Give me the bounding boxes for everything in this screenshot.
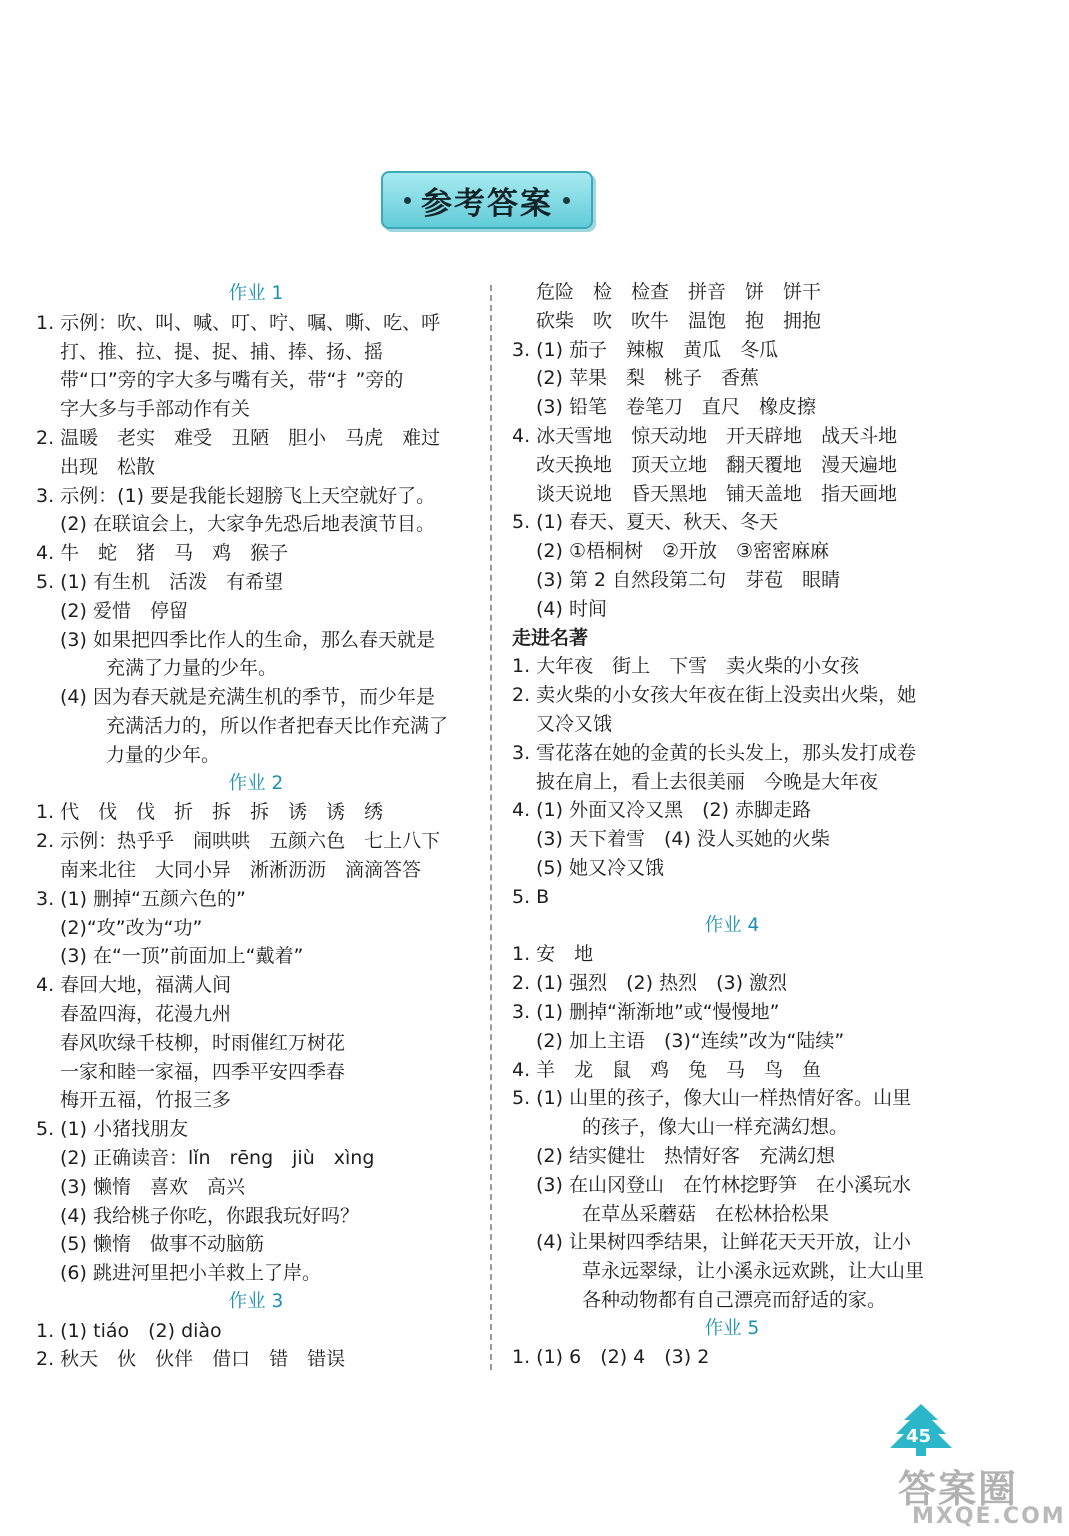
- section-heading: 作业 1: [228, 283, 284, 304]
- answer-line: 谈天说地 昏天黑地 铺天盖地 指天画地: [536, 482, 898, 505]
- answer-line: 1. (1) 6 (2) 4 (3) 2: [512, 1346, 710, 1369]
- page-number-badge: [888, 1404, 954, 1458]
- answer-line: (5) 她又冷又饿: [536, 856, 664, 879]
- answer-line: (2) 爱惜 停留: [60, 599, 188, 622]
- section-heading: 作业 5: [704, 1317, 760, 1339]
- answer-line: 4. 羊 龙 鼠 鸡 兔 马 鸟 鱼: [512, 1058, 822, 1081]
- answer-line: 5. B: [512, 885, 550, 908]
- answer-line: 在草丛采蘑菇 在松林拾松果: [582, 1202, 830, 1225]
- answer-line: (3) 在山冈登山 在竹林挖野笋 在小溪玩水: [536, 1173, 911, 1196]
- answer-line: 2. 秋天 伙 伙伴 借口 错 错误: [36, 1348, 346, 1371]
- answer-line: 1. 示例：吹、叫、喊、叮、咛、嘱、嘶、吃、呼: [36, 311, 441, 334]
- answer-line: 又冷又饿: [536, 712, 613, 735]
- answer-line: 1. 大年夜 街上 下雪 卖火柴的小女孩: [512, 655, 860, 678]
- answer-line: (3) 第 2 自然段第二句 芽苞 眼睛: [536, 568, 841, 591]
- answer-line: 5. (1) 山里的孩子，像大山一样热情好客。山里: [512, 1087, 912, 1110]
- answer-line: (3) 天下着雪 (4) 没人买她的火柴: [536, 828, 830, 851]
- page-title: 参考答案: [421, 185, 553, 222]
- answer-line: 危险 检 检查 拼音 饼 饼干: [536, 281, 822, 303]
- answer-line: (3) 懒惰 喜欢 高兴: [60, 1175, 245, 1198]
- answer-line: 披在肩上，看上去很美丽 今晚是大年夜: [536, 770, 879, 793]
- answer-line: 4. 牛 蛇 猪 马 鸡 猴子: [36, 542, 289, 565]
- answer-line: 5. (1) 春天、夏天、秋天、冬天: [512, 511, 779, 534]
- answer-line: (3) 在“一顶”前面加上“戴着”: [60, 945, 304, 968]
- answer-line: 2. 示例：热乎乎 闹哄哄 五颜六色 七上八下: [36, 830, 441, 853]
- column-divider: [490, 285, 492, 1370]
- answer-line: (5) 懒惰 做事不动脑筋: [60, 1233, 264, 1256]
- answer-line: 一家和睦一家福，四季平安四季春: [60, 1060, 346, 1083]
- answer-line: 带“口”旁的字大多与嘴有关，带“扌”旁的: [60, 369, 404, 392]
- answer-line: 充满活力的，所以作者把春天比作充满了: [106, 714, 449, 737]
- answer-line: 3. (1) 删掉“渐渐地”或“慢慢地”: [512, 1000, 780, 1023]
- section-heading: 作业 2: [228, 772, 284, 794]
- answer-line: (2) ①梧桐树 ②开放 ③密密麻麻: [536, 540, 830, 563]
- banner-dot-left: [404, 197, 411, 204]
- page-title-banner: [381, 171, 593, 229]
- answer-line: 南来北往 大同小异 淅淅沥沥 滴滴答答: [60, 858, 422, 881]
- answer-line: (3) 铅笔 卷笔刀 直尺 橡皮擦: [536, 396, 816, 419]
- answer-line: 打、推、拉、提、捉、捕、捧、扬、摇: [60, 340, 384, 363]
- answer-line: (4) 让果树四季结果，让鲜花天天开放，让小: [536, 1231, 911, 1254]
- answer-line: 4. 冰天雪地 惊天动地 开天辟地 战天斗地: [512, 424, 898, 447]
- right-column: [512, 278, 952, 1372]
- answer-line: (6) 跳进河里把小羊救上了岸。: [60, 1262, 321, 1285]
- answer-line: 2. 卖火柴的小女孩大年夜在街上没卖出火柴，她: [512, 684, 917, 707]
- watermark: [890, 1458, 1066, 1532]
- answer-line: 3. 示例：(1) 要是我能长翅膀飞上天空就好了。: [36, 484, 436, 507]
- answer-line: (2) 加上主语 (3)“连续”改为“陆续”: [536, 1029, 845, 1052]
- answer-line: 1. (1) tiáo (2) diào: [36, 1319, 222, 1342]
- answer-line: 梅开五福，竹报三多: [60, 1089, 232, 1112]
- answer-line: 改天换地 顶天立地 翻天覆地 漫天遍地: [536, 453, 898, 476]
- section-heading: 作业 4: [704, 914, 760, 936]
- answer-line: 各种动物都有自己漂亮而舒适的家。: [582, 1288, 887, 1311]
- watermark-main: 答案圈: [898, 1467, 1019, 1511]
- watermark-sub: MXQE.COM: [912, 1504, 1066, 1529]
- answer-line: 3. 雪花落在她的金黄的长头发上，那头发打成卷: [512, 741, 917, 764]
- answer-line: 春盈四海，花漫九州: [60, 1002, 232, 1025]
- answer-line: 草永远翠绿，让小溪永远欢跳，让大山里: [582, 1260, 925, 1283]
- answer-line: (4) 时间: [536, 597, 607, 620]
- answer-line: (4) 因为春天就是充满生机的季节，而少年是: [60, 686, 435, 709]
- answer-line: 砍柴 吹 吹牛 温饱 抱 拥抱: [536, 309, 822, 332]
- answer-line: (2) 正确读音：lǐn rēng jiù xìng: [60, 1146, 375, 1169]
- answer-line: 3. (1) 茄子 辣椒 黄瓜 冬瓜: [512, 338, 779, 361]
- answer-line: 走进名著: [512, 626, 589, 649]
- answer-line: 1. 安 地: [512, 943, 594, 966]
- answer-line: (2) 在联谊会上，大家争先恐后地表演节目。: [60, 513, 435, 536]
- answer-line: (3) 如果把四季比作人的生命，那么春天就是: [60, 628, 435, 651]
- answer-line: 春风吹绿千枝柳，时雨催红万树花: [60, 1031, 346, 1054]
- banner-dot-right: [563, 197, 570, 204]
- answer-line: (2) 结实健壮 热情好客 充满幻想: [536, 1144, 835, 1167]
- answer-line: 2. 温暖 老实 难受 丑陋 胆小 马虎 难过: [36, 426, 441, 449]
- answer-line: 的孩子，像大山一样充满幻想。: [582, 1116, 849, 1139]
- answer-line: 充满了力量的少年。: [106, 657, 278, 680]
- answer-line: (2) 苹果 梨 桃子 香蕉: [536, 367, 759, 390]
- answer-line: 3. (1) 删掉“五颜六色的”: [36, 887, 246, 910]
- answer-line: (2)“攻”改为“功”: [60, 916, 203, 939]
- answer-line: 2. (1) 强烈 (2) 热烈 (3) 激烈: [512, 972, 788, 995]
- answer-line: 5. (1) 小猪找朋友: [36, 1118, 189, 1141]
- answer-line: (4) 我给桃子你吃，你跟我玩好吗？: [60, 1204, 359, 1227]
- answer-line: 字大多与手部动作有关: [60, 398, 251, 421]
- page-number: 45: [906, 1426, 932, 1447]
- section-heading: 作业 3: [228, 1290, 284, 1312]
- answer-line: 出现 松散: [60, 455, 156, 478]
- answer-line: 4. 春回大地，福满人间: [36, 974, 232, 997]
- answer-line: 4. (1) 外面又冷又黑 (2) 赤脚走路: [512, 799, 812, 822]
- answer-line: 力量的少年。: [106, 743, 221, 766]
- answer-line: 1. 代 伐 伐 折 拆 拆 诱 诱 绣: [36, 801, 384, 824]
- answer-line: 5. (1) 有生机 活泼 有希望: [36, 570, 284, 593]
- left-column: [36, 280, 476, 1374]
